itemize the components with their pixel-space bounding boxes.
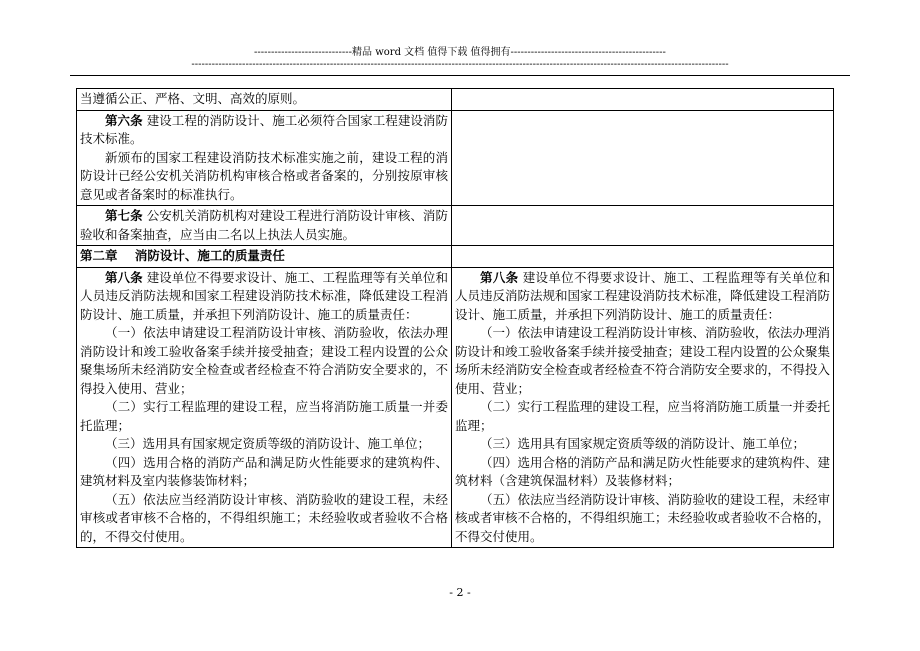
left-cell bbox=[77, 110, 452, 206]
right-article-8-cell bbox=[452, 267, 834, 548]
right-article-8-label: 第八条 bbox=[480, 269, 519, 285]
left-item-3: （三）选用具有国家规定资质等级的消防设计、施工单位； bbox=[105, 436, 431, 451]
article-6-label: 第六条 bbox=[105, 112, 143, 128]
right-cell bbox=[452, 206, 834, 246]
right-cell bbox=[452, 110, 834, 206]
left-article-8-label: 第八条 bbox=[105, 269, 143, 285]
article-6-paragraph-2: 新颁布的国家工程建设消防技术标准实施之前，建设工程的消防设计已经公安机关消防机构审核合格或者备案的，分别按原审核意见或者备案时的标准执行。 bbox=[80, 149, 448, 202]
right-item-5: （五）依法应当经消防设计审核、消防验收的建设工程，未经审核或者审核不合格的，不得组织施工；未经验收或者验收不合格的，不得交付使用。 bbox=[455, 491, 831, 544]
art5-continuation: 当遵循公正、严格、文明、高效的原则。 bbox=[80, 91, 306, 106]
left-article-8 bbox=[80, 269, 448, 325]
article-6 bbox=[80, 112, 448, 149]
header-rule bbox=[70, 75, 850, 76]
chapter-heading: 第二章 消防设计、施工的质量责任 bbox=[77, 246, 452, 268]
right-article-8-text: 建设单位不得要求设计、施工、工程监理等有关单位和人员违反消防法规和国家工程建设消防技术标准，降低建设工程消防设计、施工质量，并承担下列消防设计、施工的质量责任： bbox=[455, 269, 831, 322]
left-cell bbox=[77, 206, 452, 246]
article-6-text: 建设工程的消防设计、施工必须符合国家工程建设消防技术标准。 bbox=[80, 112, 448, 146]
right-item-4: （四）选用合格的消防产品和满足防火性能要求的建筑构件、建筑材料（含建筑保温材料）及装修材料； bbox=[455, 454, 831, 488]
right-item-2: （二）实行工程监理的建设工程，应当将消防施工质量一并委托监理； bbox=[455, 399, 831, 433]
right-item-1: （一）依法申请建设工程消防设计审核、消防验收，依法办理消防设计和竣工验收备案手续并接受抽查；建设工程内设置的公众聚集场所未经消防安全检查或者经检查不符合消防安全要求的，不得投入使用、营业； bbox=[455, 325, 831, 396]
comparison-table bbox=[76, 88, 834, 548]
page-header-line: -----------------------------精品 word 文档 值得下载 值得拥有---------------------------------------------- bbox=[254, 47, 666, 58]
table-row bbox=[77, 206, 834, 246]
table-row bbox=[77, 89, 834, 111]
right-article-8 bbox=[455, 269, 830, 325]
left-item-1: （一）依法申请建设工程消防设计审核、消防验收，依法办理消防设计和竣工验收备案手续并接受抽查；建设工程内设置的公众聚集场所未经消防安全检查或者经检查不符合消防安全要求的，不得投入使用、营业； bbox=[80, 325, 448, 396]
left-cell bbox=[77, 89, 452, 111]
article-7-label: 第七条 bbox=[105, 208, 143, 223]
right-item-3: （三）选用具有国家规定资质等级的消防设计、施工单位； bbox=[480, 436, 806, 451]
table-row bbox=[77, 267, 834, 548]
left-article-8-cell bbox=[77, 267, 452, 548]
left-item-2: （二）实行工程监理的建设工程，应当将消防施工质量一并委托监理； bbox=[80, 399, 448, 433]
left-item-4: （四）选用合格的消防产品和满足防火性能要求的建筑构件、建筑材料及室内装修装饰材料； bbox=[80, 454, 448, 488]
right-cell bbox=[452, 89, 834, 111]
page-header-dashes: --------------------------------------------------------------------------------------------------------------------------------------------------------------- bbox=[191, 60, 729, 70]
table-row bbox=[77, 246, 834, 268]
article-7 bbox=[80, 207, 448, 244]
left-article-8-text: 建设单位不得要求设计、施工、工程监理等有关单位和人员违反消防法规和国家工程建设消防技术标准，降低建设工程消防设计、施工质量，并承担下列消防设计、施工的质量责任： bbox=[80, 269, 448, 322]
table-row bbox=[77, 110, 834, 206]
page-number: - 2 - bbox=[449, 586, 471, 599]
left-item-5: （五）依法应当经消防设计审核、消防验收的建设工程，未经审核或者审核不合格的，不得组织施工；未经验收或者验收不合格的，不得交付使用。 bbox=[80, 491, 448, 544]
article-7-text: 公安机关消防机构对建设工程进行消防设计审核、消防验收和备案抽查，应当由二名以上执法人员实施。 bbox=[80, 208, 448, 242]
right-cell bbox=[452, 246, 834, 268]
